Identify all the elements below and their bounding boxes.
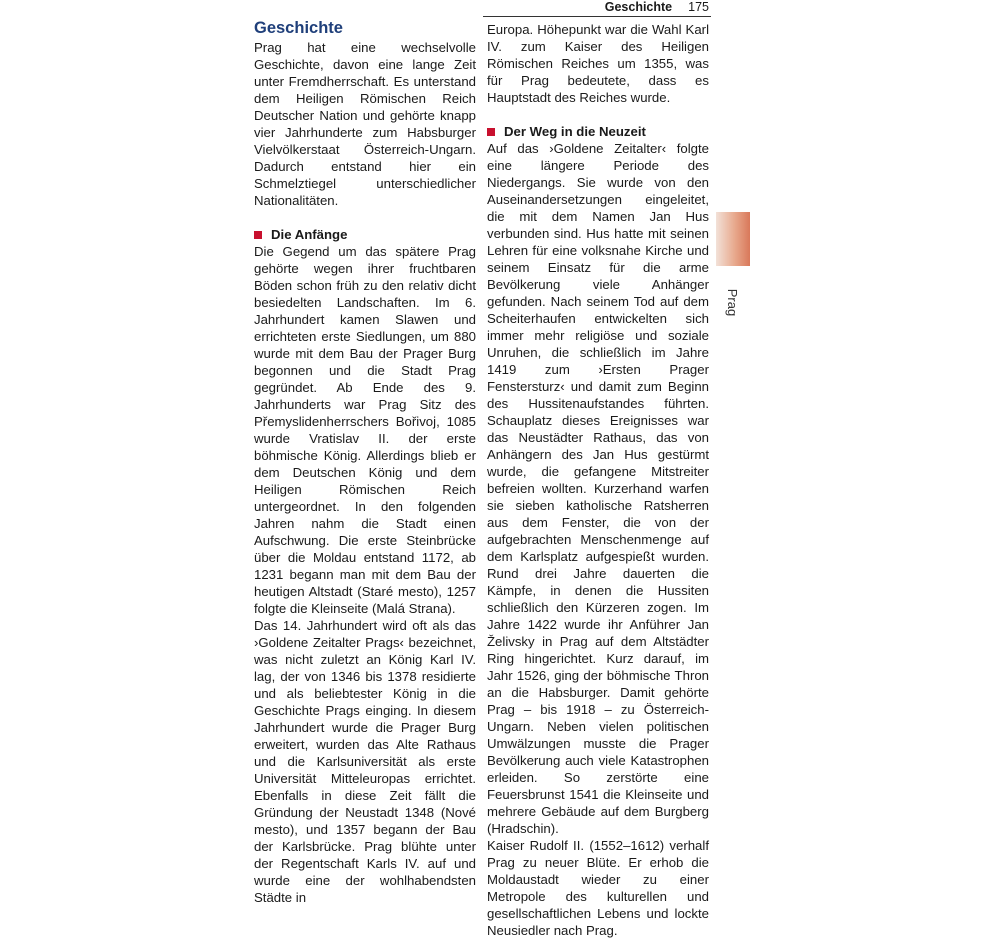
running-header bbox=[483, 0, 711, 17]
article-title: Geschichte bbox=[254, 19, 343, 37]
chapter-tab-label bbox=[716, 272, 750, 332]
section-heading-neuzeit bbox=[487, 123, 709, 140]
europa-continuation: Europa. Höhepunkt war die Wahl Karl IV. zum Kaiser des Heiligen Römischen Reiches um 1355, was für Prag bedeutete, dass es Hauptstadt des Reiches wurde. bbox=[487, 22, 709, 105]
page-number: 175 bbox=[688, 0, 709, 14]
anfaenge-paragraph-1: Die Gegend um das spätere Prag gehörte wegen ihrer fruchtbaren Böden schon früh zu den relativ dicht besiedelten Landschaften. Im 6. Jahrhundert kamen Slawen und errichteten erste Siedlungen, um 880 wurde mit dem Bau der Prager Burg begonnen und die Stadt Prag gegründet. Ab Ende des 9. Jahrhunderts war Prag Sitz des Přemyslidenherrschers Bořivoj, 1085 wurde Vratislav II. der erste böhmische König. Allerdings blieb er dem Deutschen König und dem Heiligen Römischen Reich untergeordnet. In den folgenden Jahren nahm die Stadt einen Aufschwung. Die erste Steinbrücke über die Moldau entstand 1172, ab 1231 begann man mit dem Bau der heutigen Altstadt (Staré mesto), 1257 folgte die Kleinseite (Malá Strana). bbox=[254, 244, 476, 616]
section-heading-label: Der Weg in die Neuzeit bbox=[504, 124, 646, 139]
neuzeit-paragraph-1: Auf das ›Goldene Zeitalter‹ folgte eine längere Periode des Niedergangs. Sie wurde von den Auseinandersetzungen eingeleitet, die mit dem Namen Jan Hus verbunden sind. Hus hatte mit seinen Lehren für eine volksnahe Kirche und seinem Einsatz für die arme Bevölkerung viele Anhänger gefunden. Nach seinem Tod auf dem Scheiterhaufen entwickelten sich immer mehr religiöse und soziale Unruhen, die schließlich im Jahre 1419 zum ›Ersten Prager Fenstersturz‹ und damit zum Beginn des Hussitenaufstandes führten. Schauplatz dieses Ereignisses war das Neustädter Rathaus, das von Anhängern des Jan Hus gestürmt wurde, die gefangene Mitstreiter befreien wollten. Kurzerhand warfen sie sieben katholische Ratsherren aus dem Fenster, die von der aufgebrachten Menschenmenge auf dem Karlsplatz aufgespießt wurden. Rund drei Jahre dauerten die Kämpfe, in denen die Hussiten schließlich den Kürzeren zogen. Im Jahre 1422 wurde ihr Anführer Jan Želivsky in Prag auf dem Altstädter Ring hingerichtet. Kurz darauf, im Jahr 1526, ging der böhmische Thron an die Habsburger. Damit gehörte Prag – bis 1918 – zu Österreich-Ungarn. Neben vielen politischen Umwälzungen musste die Prager Bevölkerung auch viele Katastrophen erleiden. So zerstörte eine Feuersbrunst 1541 die Kleinseite und mehrere Gebäude auf dem Burgberg (Hradschin). bbox=[487, 141, 709, 836]
spacer bbox=[487, 106, 709, 123]
square-bullet-icon bbox=[254, 231, 262, 239]
neuzeit-paragraph-2: Kaiser Rudolf II. (1552–1612) verhalf Prag zu neuer Blüte. Er erhob die Moldaustadt wieder zu einer Metropole des kulturellen und gesellschaftlichen Lebens und lockte Neusiedler nach Prag. bbox=[487, 838, 709, 938]
header-section-title: Geschichte bbox=[604, 0, 673, 14]
chapter-tab-text: Prag bbox=[725, 288, 741, 316]
spacer bbox=[254, 209, 476, 226]
right-column-viewport bbox=[487, 21, 709, 938]
intro-paragraph: Prag hat eine wechselvolle Geschichte, davon eine lange Zeit unter Fremdherrschaft. Es unterstand dem Heiligen Römischen Reich Deutscher Nation und gehörte knapp vier Jahrhunderte zum Habsburger Vielvölkerstaat Österreich-Ungarn. Dadurch entstand hier ein Schmelztiegel unterschiedlicher Nationalitäten. bbox=[254, 40, 476, 208]
right-column-content bbox=[487, 21, 709, 939]
chapter-color-tab bbox=[716, 212, 750, 266]
section-heading-label: Die Anfänge bbox=[271, 227, 348, 242]
anfaenge-paragraph-2: Das 14. Jahrhundert wird oft als das ›Goldene Zeitalter Prags‹ bezeichnet, was nicht zuletzt an König Karl IV. lag, der von 1346 bis 1378 residierte und als beliebtester König in die Geschichte Prags einging. In diesem Jahrhundert wurde die Prager Burg erweitert, wurden das Alte Rathaus und die Karlsuniversität als erste Universität Mitteleuropas errichtet. Ebenfalls in diese Zeit fällt die Gründung der Neustadt 1348 (Nové mesto), und 1357 begann der Bau der Karlsbrücke. Prag blühte unter der Regentschaft Karls IV. auf und wurde eine der wohlhabendsten Städte in bbox=[254, 618, 476, 905]
section-heading-anfaenge bbox=[254, 226, 476, 243]
left-column bbox=[254, 18, 476, 906]
square-bullet-icon bbox=[487, 128, 495, 136]
